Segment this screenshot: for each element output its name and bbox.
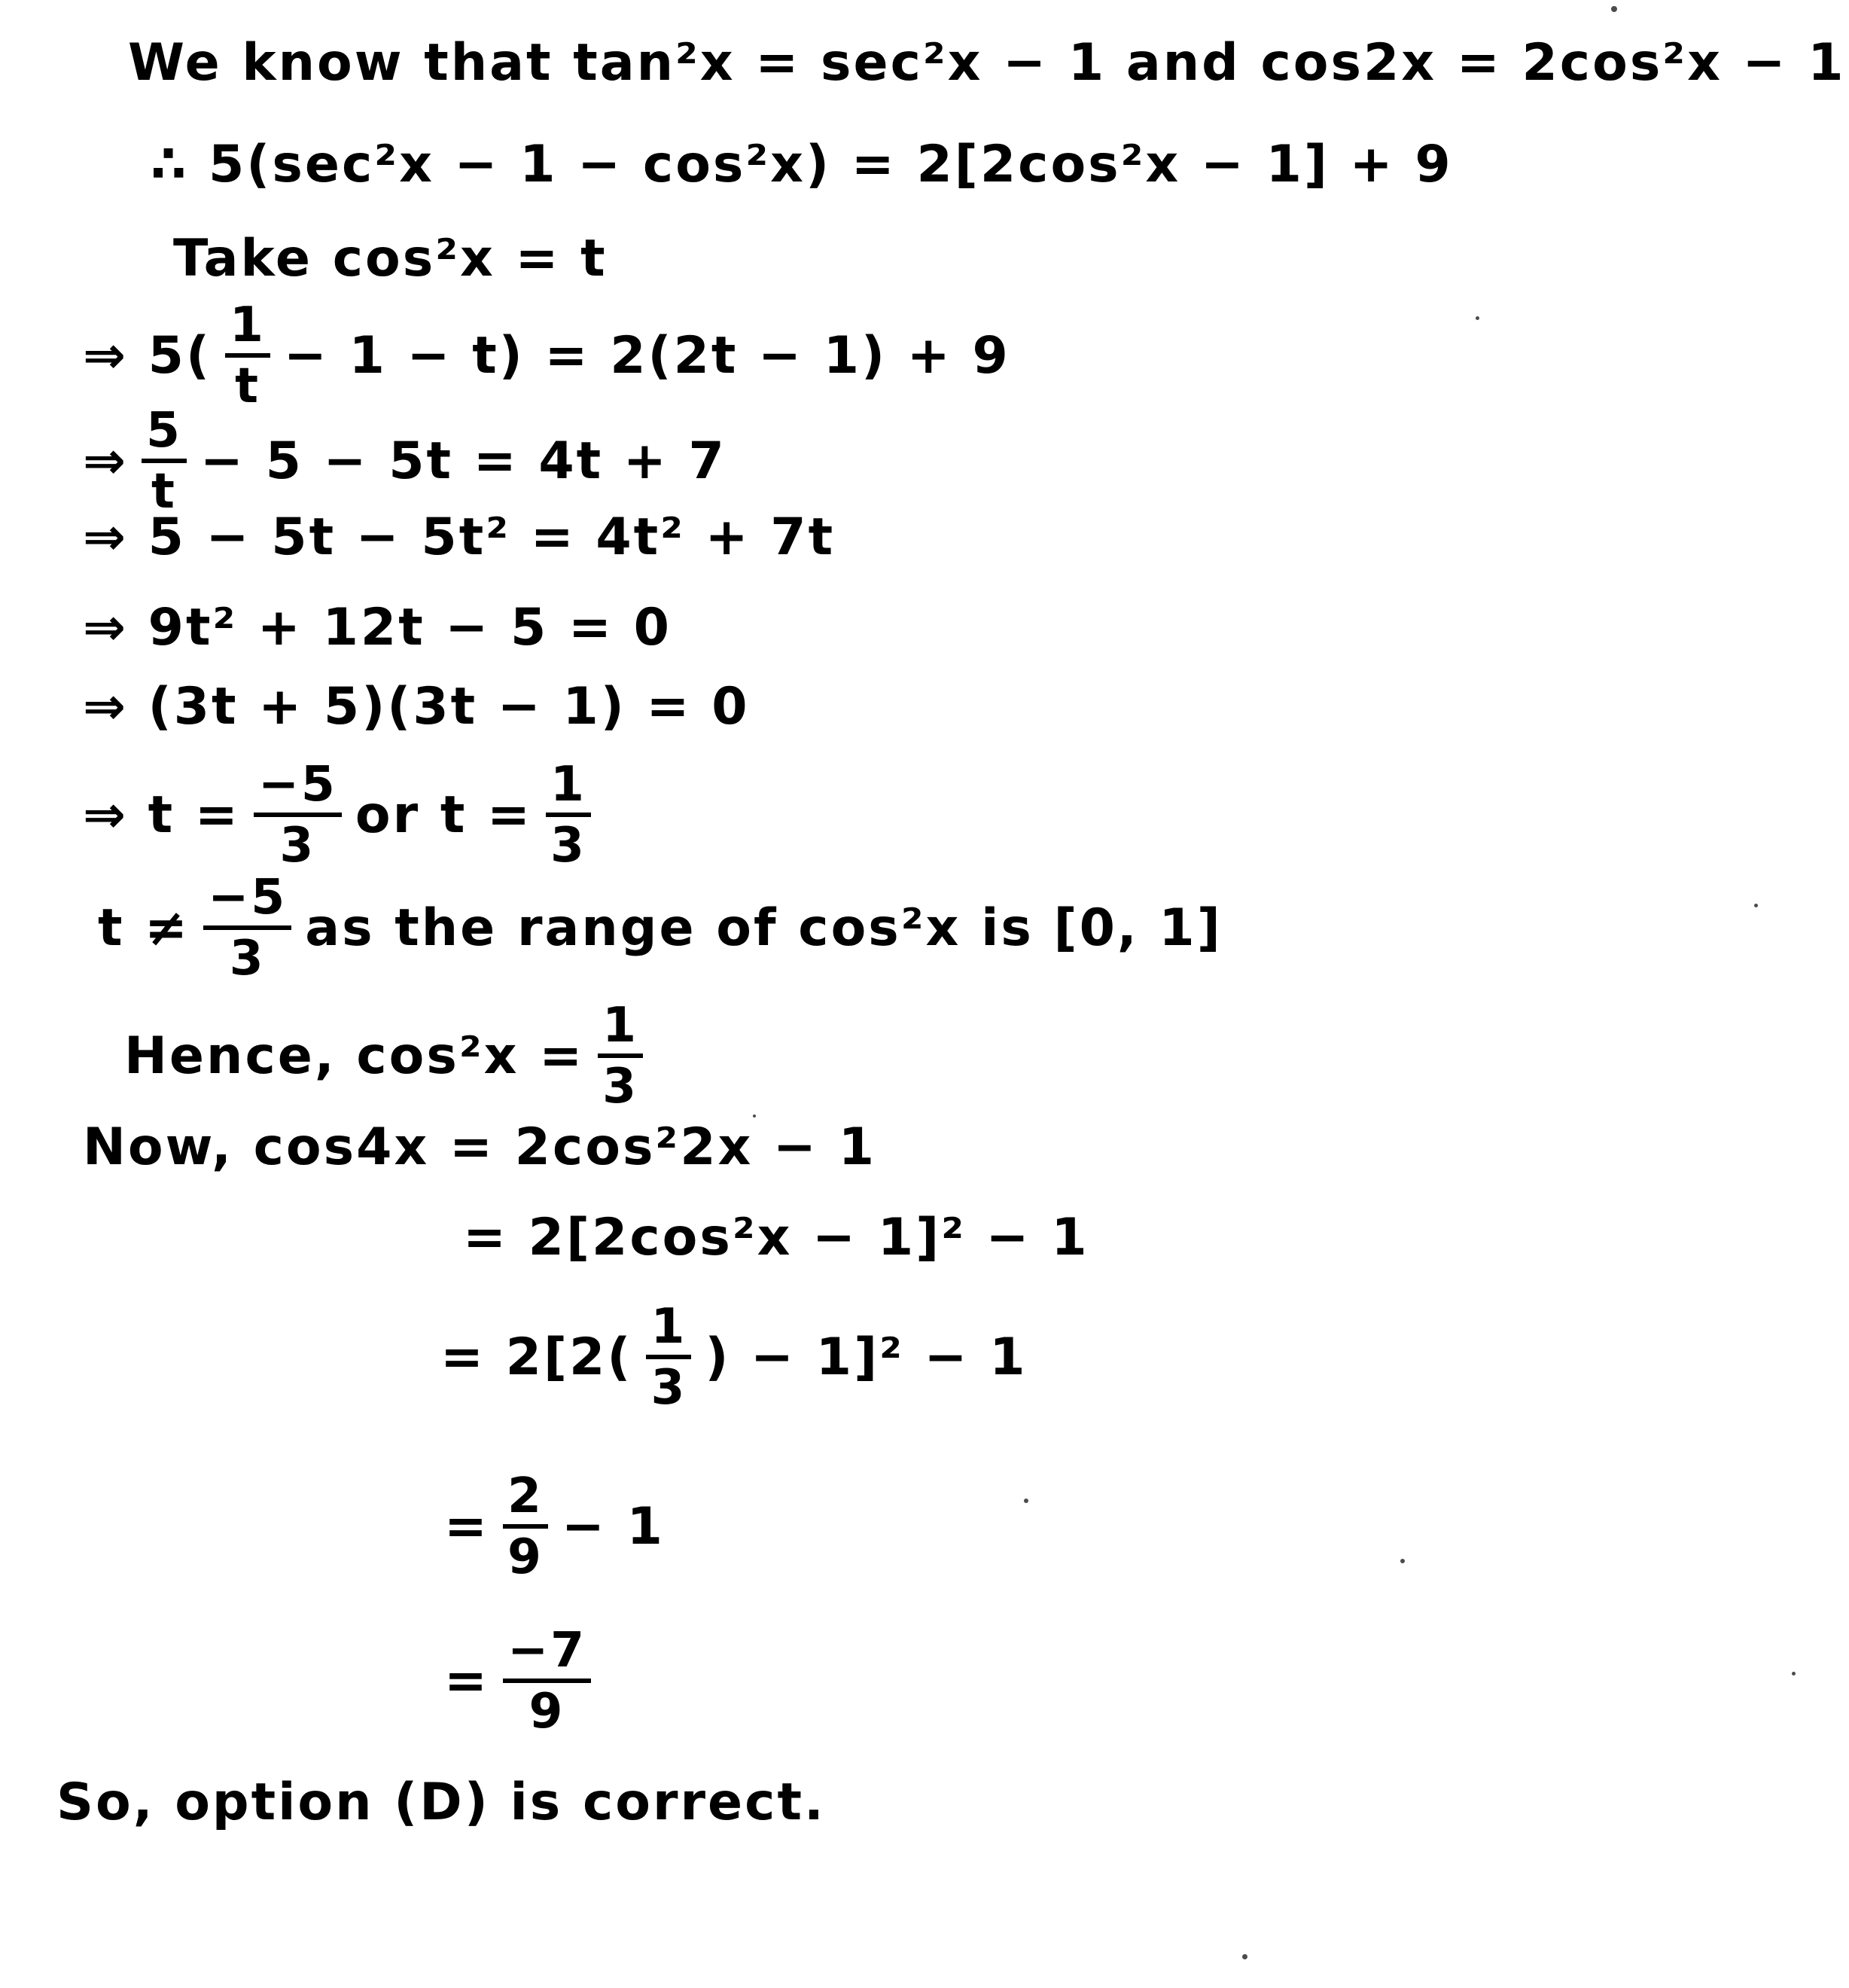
roots-or: or t =	[355, 785, 532, 845]
cos4x-step-3-right: − 1	[561, 1496, 665, 1557]
cos4x-step-2-right: ) − 1]² − 1	[705, 1327, 1028, 1387]
line-step-1	[83, 297, 1010, 414]
fraction-denominator: 3	[229, 929, 266, 986]
speck	[753, 1114, 756, 1117]
line-conclusion: So, option (D) is correct.	[56, 1773, 826, 1832]
step-2-left: ⇒	[83, 431, 128, 491]
line-take-t: Take cos²x = t	[173, 229, 608, 288]
fraction-numerator: 1	[598, 1002, 643, 1058]
hence-left: Hence, cos²x =	[124, 1026, 585, 1086]
cos4x-step-3-left: =	[444, 1496, 489, 1557]
line-cos4x-step-3	[444, 1468, 665, 1585]
fraction-denominator: 3	[650, 1358, 687, 1416]
cos4x-result-left: =	[444, 1651, 489, 1711]
fraction-denominator: 9	[529, 1682, 565, 1740]
fraction-minus-5-over-3	[254, 756, 342, 874]
roots-left: ⇒ t =	[83, 785, 240, 845]
line-roots	[83, 756, 596, 874]
step-1-left: ⇒ 5(	[83, 325, 212, 386]
fraction-denominator: t	[235, 357, 260, 414]
fraction-numerator: −5	[254, 761, 342, 817]
fraction-1-over-3	[546, 756, 591, 874]
fraction-numerator: 1	[225, 301, 270, 358]
line-hence	[124, 997, 647, 1114]
speck	[1476, 316, 1479, 320]
step-1-right: − 1 − t) = 2(2t − 1) + 9	[284, 325, 1010, 386]
line-step-2	[83, 402, 727, 520]
fraction-denominator: 3	[279, 816, 316, 874]
speck	[1024, 1499, 1028, 1503]
speck	[1611, 6, 1617, 12]
fraction-minus-5-over-3	[203, 869, 291, 986]
fraction-denominator: 9	[507, 1528, 544, 1585]
line-cos4x-step-2	[440, 1298, 1028, 1416]
fraction-2-over-9	[503, 1468, 548, 1585]
fraction-numerator: 1	[546, 761, 591, 817]
fraction-numerator: −5	[203, 874, 291, 930]
step-2-right: − 5 − 5t = 4t + 7	[200, 431, 727, 491]
fraction-numerator: 2	[503, 1472, 548, 1529]
speck	[1754, 904, 1758, 907]
fraction-minus-7-over-9	[503, 1622, 591, 1740]
fraction-1-over-t	[225, 297, 270, 414]
fraction-denominator: t	[151, 462, 177, 520]
reject-reason: as the range of cos²x is [0, 1]	[305, 898, 1223, 958]
reject-left: t ≠	[98, 898, 190, 958]
cos4x-step-2-left: = 2[2(	[440, 1327, 633, 1387]
speck	[1400, 1559, 1405, 1563]
line-cos4x-result	[444, 1622, 596, 1740]
line-cos4x-step-1: = 2[2cos²x − 1]² − 1	[463, 1208, 1089, 1267]
line-substitution: ∴ 5(sec²x − 1 − cos²x) = 2[2cos²x − 1] + 9	[151, 135, 1453, 194]
line-identities: We know that tan²x = sec²x − 1 and cos2x = 2cos²x − 1	[128, 33, 1846, 93]
speck	[1242, 1954, 1247, 1959]
line-quadratic: ⇒ 9t² + 12t − 5 = 0	[83, 598, 672, 657]
line-step-3: ⇒ 5 − 5t − 5t² = 4t² + 7t	[83, 508, 836, 567]
speck	[1792, 1672, 1796, 1675]
fraction-1-over-3	[646, 1298, 691, 1416]
fraction-denominator: 3	[550, 816, 586, 874]
fraction-numerator: 5	[142, 407, 187, 463]
fraction-5-over-t	[142, 402, 187, 520]
fraction-denominator: 3	[602, 1057, 639, 1114]
fraction-numerator: −7	[503, 1627, 591, 1683]
line-cos4x: Now, cos4x = 2cos²2x − 1	[83, 1117, 877, 1177]
line-factored: ⇒ (3t + 5)(3t − 1) = 0	[83, 677, 750, 736]
line-reject-root	[98, 869, 1223, 986]
fraction-numerator: 1	[646, 1303, 691, 1359]
fraction-1-over-3	[598, 997, 643, 1114]
